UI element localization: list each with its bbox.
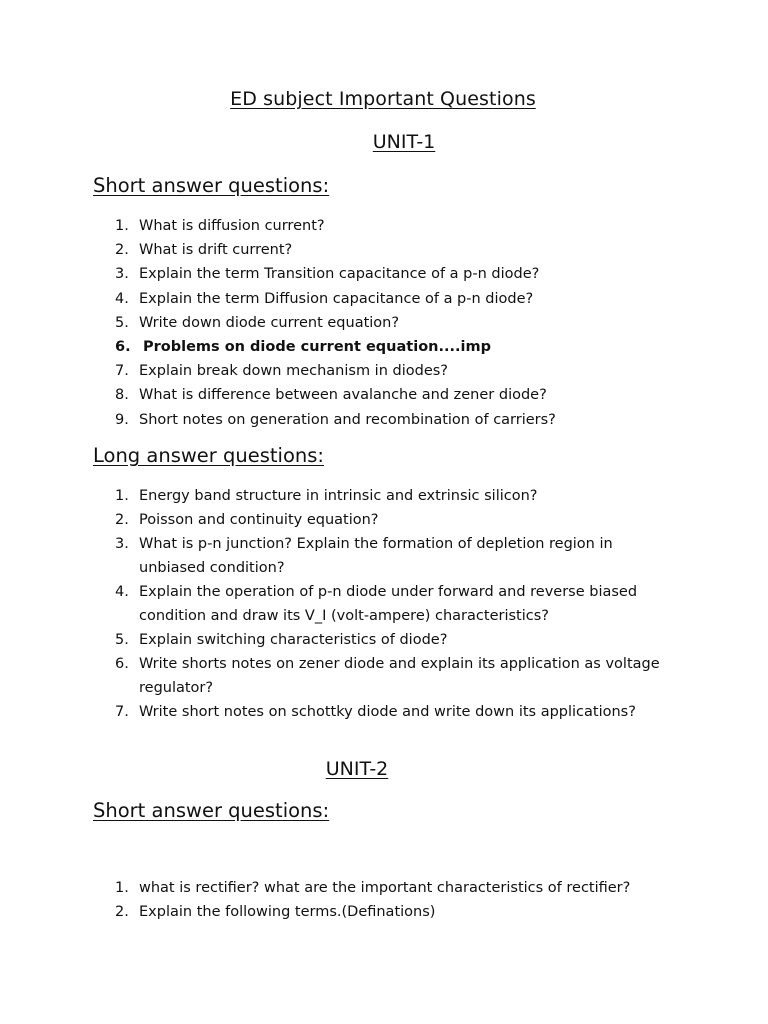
question-number: 8.	[115, 387, 129, 404]
question-item	[0, 359, 680, 383]
question-item	[0, 580, 680, 628]
question-text: Energy band structure in intrinsic and extrinsic silicon?	[139, 488, 538, 504]
question-item	[0, 700, 680, 724]
question-number: 2.	[115, 242, 129, 259]
question-text: Explain the term Transition capacitance of a p-n diode?	[139, 266, 540, 283]
question-text: Short notes on generation and recombination of carriers?	[139, 411, 556, 428]
question-text: Write shorts notes on zener diode and explain its application as voltage regulator?	[139, 656, 660, 696]
question-number: 2.	[115, 512, 129, 528]
unit-1-long-question-list	[0, 484, 680, 724]
question-text: what is rectifier? what are the important characteristics of rectifier?	[139, 880, 631, 896]
question-item	[0, 652, 680, 700]
question-number: 1.	[115, 880, 129, 896]
question-number: 4.	[115, 584, 129, 600]
question-text: Explain break down mechanism in diodes?	[139, 363, 448, 380]
question-number: 7.	[115, 363, 129, 380]
question-item	[0, 287, 680, 311]
question-item	[0, 484, 680, 508]
unit-1-short-heading: Short answer questions:	[93, 174, 330, 197]
question-number: 4.	[115, 290, 129, 307]
question-number: 2.	[115, 904, 129, 921]
question-text: Write short notes on schottky diode and write down its applications?	[139, 704, 636, 720]
unit-1-short-question-list	[0, 214, 680, 432]
question-text: What is diffusion current?	[139, 218, 325, 234]
unit-1-heading: UNIT-1	[372, 131, 436, 153]
question-text: What is drift current?	[139, 242, 293, 259]
unit-1-long-heading: Long answer questions:	[93, 444, 324, 467]
unit-2-heading: UNIT-2	[325, 758, 389, 780]
question-item	[0, 900, 680, 924]
question-item	[0, 383, 680, 407]
question-number: 1.	[115, 218, 129, 234]
question-text: What is p-n junction? Explain the formation of depletion region in unbiased condition?	[139, 536, 613, 576]
question-item	[0, 262, 680, 286]
question-item	[0, 508, 680, 532]
question-item-important	[0, 335, 680, 359]
question-number: 6.	[115, 656, 129, 672]
question-text: Poisson and continuity equation?	[139, 512, 379, 528]
question-text: Explain the operation of p-n diode under forward and reverse biased condition and draw its V_I (volt-ampere) characteristics?	[139, 584, 638, 624]
question-item	[0, 532, 680, 580]
question-text: What is difference between avalanche and zener diode?	[139, 387, 547, 404]
question-number: 5.	[115, 314, 129, 331]
question-text: Explain the term Diffusion capacitance of a p-n diode?	[139, 290, 534, 307]
question-item	[0, 214, 680, 238]
document-title: ED subject Important Questions	[230, 88, 536, 110]
question-number: 3.	[115, 266, 129, 283]
question-item	[0, 876, 680, 900]
question-number: 7.	[115, 704, 129, 720]
question-number: 1.	[115, 488, 129, 504]
question-number: 6.	[115, 339, 131, 356]
question-number: 3.	[115, 536, 129, 552]
unit-2-short-question-list	[0, 876, 680, 924]
question-number: 5.	[115, 632, 129, 648]
question-item	[0, 408, 680, 432]
question-text: Explain switching characteristics of diode?	[139, 632, 448, 648]
question-number: 9.	[115, 411, 129, 428]
question-text: Write down diode current equation?	[139, 314, 400, 331]
question-text: Problems on diode current equation....imp	[143, 339, 491, 356]
question-item	[0, 311, 680, 335]
question-text: Explain the following terms.(Definations)	[139, 904, 436, 921]
question-item	[0, 628, 680, 652]
unit-2-short-heading: Short answer questions:	[93, 799, 330, 822]
question-item	[0, 238, 680, 262]
